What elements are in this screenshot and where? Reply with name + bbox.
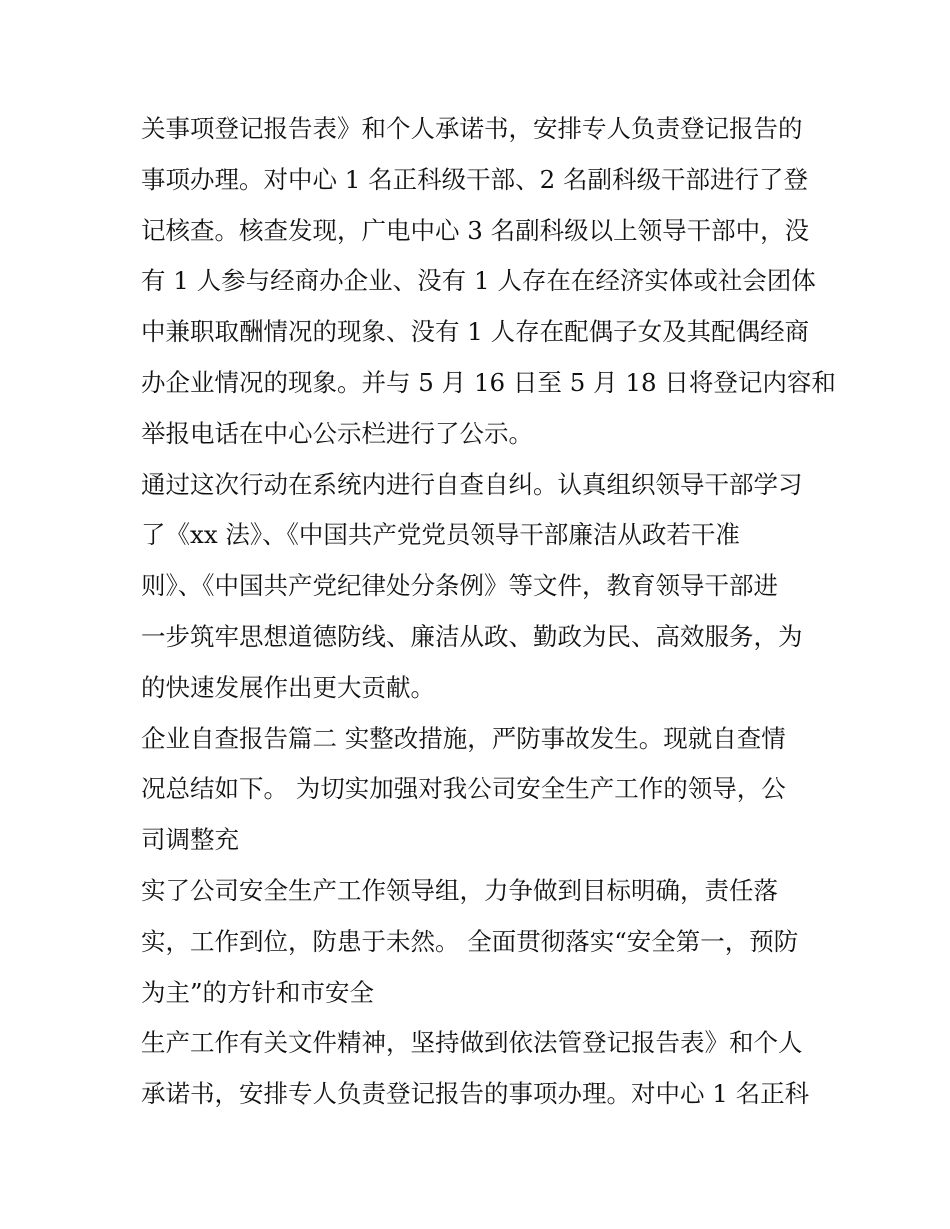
text-line: 一步筑牢思想道德防线、廉洁从政、勤政为民、高效服务，为 bbox=[141, 621, 803, 651]
text-line: 记核查。核查发现，广电中心 3 名副科级以上领导干部中，没 bbox=[141, 215, 810, 245]
text-line: 企业自查报告篇二 实整改措施，严防事故发生。现就自查情 bbox=[141, 723, 786, 753]
text-line: 况总结如下。 为切实加强对我公司安全生产工作的领导，公 bbox=[141, 774, 786, 804]
text-line: 有 1 人参与经商办企业、没有 1 人存在在经济实体或社会团体 bbox=[141, 266, 816, 296]
document-body bbox=[141, 104, 836, 1120]
text-line: 承诺书，安排专人负责登记报告的事项办理。对中心 1 名正科 bbox=[141, 1079, 810, 1109]
text-line: 了《xx 法》、《中国共产党党员领导干部廉洁从政若干准 bbox=[141, 520, 740, 550]
text-line: 关事项登记报告表》和个人承诺书，安排专人负责登记报告的 bbox=[141, 114, 803, 143]
text-line: 事项办理。对中心 1 名正科级干部、2 名副科级干部进行了登 bbox=[141, 164, 809, 194]
text-line: 则》、《中国共产党纪律处分条例》等文件，教育领导干部进 bbox=[141, 571, 778, 601]
text-line: 的快速发展作出更大贡献。 bbox=[141, 672, 435, 702]
text-line: 中兼职取酬情况的现象、没有 1 人存在配偶子女及其配偶经商 bbox=[141, 317, 810, 347]
text-line: 生产工作有关文件精神，坚持做到依法管登记报告表》和个人 bbox=[141, 1028, 803, 1058]
text-line: 司调整充 bbox=[141, 825, 239, 855]
text-line: 为主”的方针和市安全 bbox=[141, 977, 375, 1007]
text-line: 办企业情况的现象。并与 5 月 16 日至 5 月 18 日将登记内容和 bbox=[141, 367, 836, 397]
text-line: 实了公司安全生产工作领导组，力争做到目标明确，责任落 bbox=[141, 875, 778, 905]
text-line: 通过这次行动在系统内进行自查自纠。认真组织领导干部学习 bbox=[141, 469, 803, 499]
text-line: 举报电话在中心公示栏进行了公示。 bbox=[141, 418, 533, 448]
text-line: 实，工作到位，防患于未然。 全面贯彻落实“安全第一，预防 bbox=[141, 926, 799, 956]
